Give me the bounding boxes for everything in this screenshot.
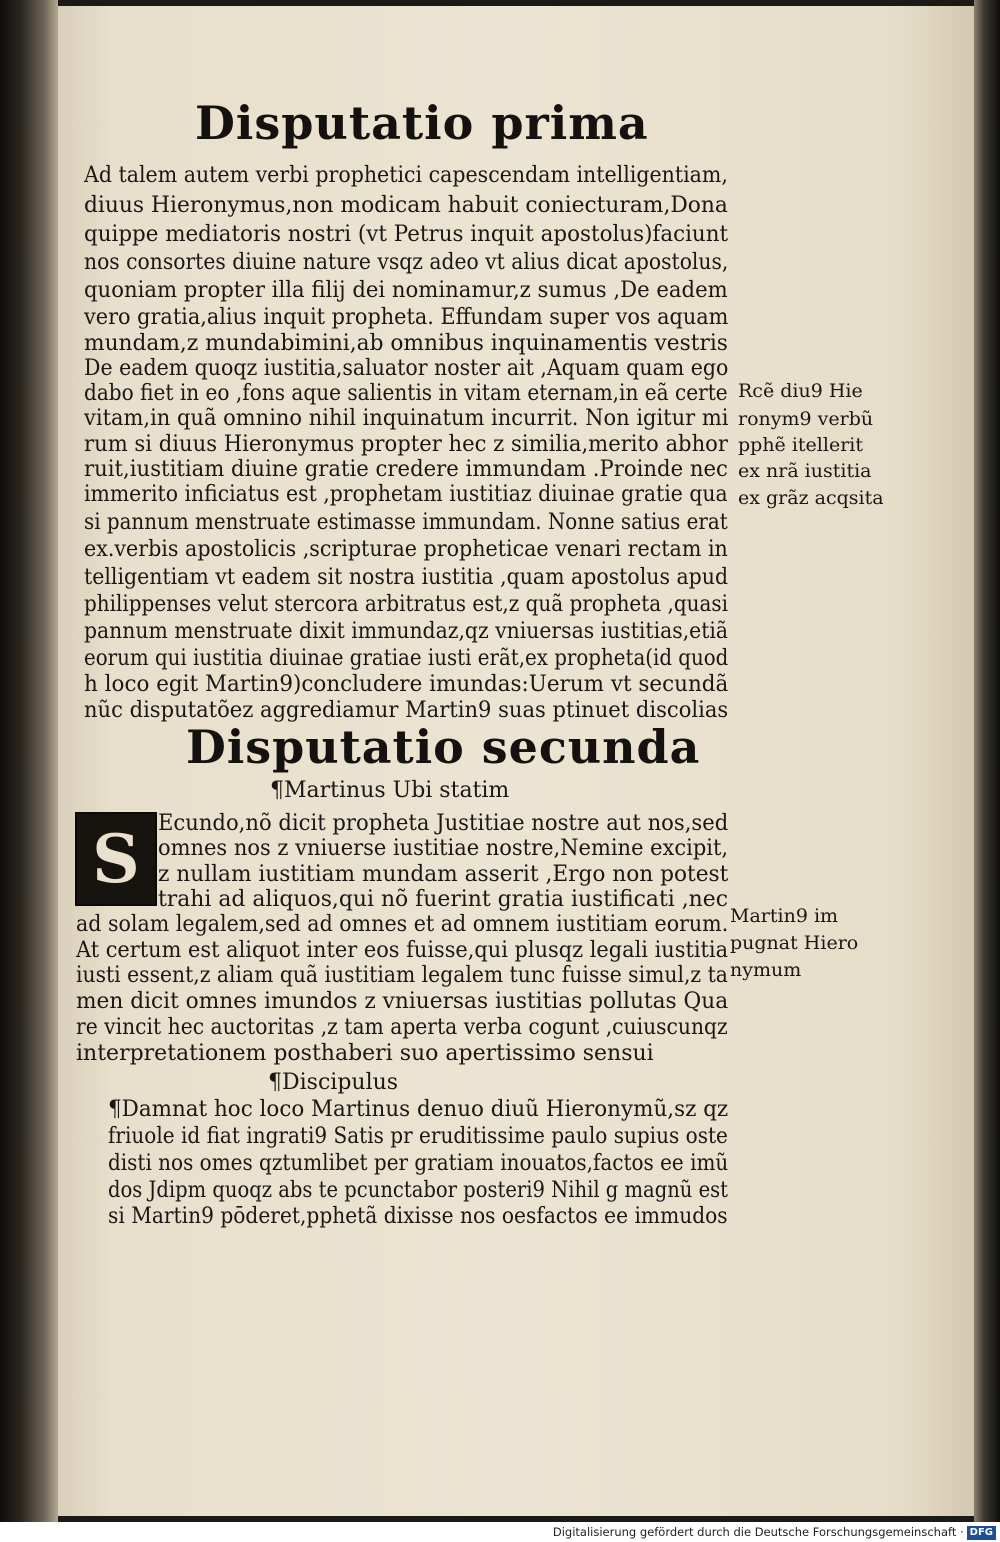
text-line: nos consortes diuine nature vsqz adeo vt alius dicat apostolus, xyxy=(84,250,729,275)
text-line: mundam,z mundabimini,ab omnibus inquinamentis vestris xyxy=(84,331,728,356)
book-gutter-shadow xyxy=(0,0,58,1522)
text-line: ruit,iustitiam diuine gratie credere immundam .Proinde nec xyxy=(84,457,728,482)
margin-line: Rcẽ diu9 Hie xyxy=(738,380,863,402)
text-line: pannum menstruate dixit immundaz,qz vniuersas iustitias,etiã xyxy=(84,619,729,644)
text-line: ex.verbis apostolicis ,scripturae propheticae venari rectam in xyxy=(84,537,728,562)
page-edge-shadow xyxy=(974,0,1000,1522)
margin-line: Martin9 im xyxy=(730,905,839,927)
text-line: philippenses velut stercora arbitratus est,z quã propheta ,quasi xyxy=(84,592,728,617)
margin-line: ex nrã iustitia xyxy=(738,460,872,482)
text-line: vitam,in quã omnino nihil inquinatum incurrit. Non igitur mi xyxy=(84,406,729,431)
decorated-initial-letter xyxy=(75,812,157,906)
margin-line: ex grãz acqsita xyxy=(738,487,884,509)
text-line: immerito inficiatus est ,prophetam iustitiaz diuinae gratie qua xyxy=(84,482,728,507)
text-line: trahi ad aliquos,qui nõ fuerint gratia iustificati ,nec xyxy=(158,887,728,912)
text-line: quippe mediatoris nostri (vt Petrus inquit apostolus)faciunt xyxy=(84,222,729,247)
text-line: si pannum menstruate estimasse immundam. Nonne satius erat xyxy=(84,510,728,535)
text-line: men dicit omnes imundos z vniuersas iustitias pollutas Qua xyxy=(76,989,729,1014)
text-line: dabo fiet in eo ,fons aque salientis in vitam eternam,in eã certe xyxy=(84,381,728,406)
text-line: ¶Damnat hoc loco Martinus denuo diuũ Hieronymũ,sz qz xyxy=(108,1097,729,1122)
digitization-credit-footer xyxy=(553,1523,996,1542)
text-line: Ecundo,nõ dicit propheta Justitiae nostre aut nos,sed xyxy=(158,811,729,836)
heading-disputatio-prima: Disputatio prima xyxy=(195,96,649,150)
text-line: re vincit hec auctoritas ,z tam aperta verba cogunt ,cuiuscunqz xyxy=(76,1015,728,1040)
text-line: quoniam propter illa filij dei nominamur,z sumus ,De eadem xyxy=(84,278,728,303)
text-line: disti nos omes qztumlibet per gratiam inouatos,factos ee imũ xyxy=(108,1151,729,1176)
margin-line: nymum xyxy=(730,959,802,981)
text-line: De eadem quoqz iustitia,saluator noster ait ,Aquam quam ego xyxy=(84,356,729,381)
heading-disputatio-secunda: Disputatio secunda xyxy=(186,720,701,774)
text-line: telligentiam vt eadem sit nostra iustitia ,quam apostolus apud xyxy=(84,565,729,590)
margin-line: ronym9 verbũ xyxy=(738,408,874,430)
footer-credit-text: Digitalisierung gefördert durch die Deutsche Forschungsgemeinschaft · xyxy=(552,1525,964,1539)
margin-line: pphẽ itellerit xyxy=(738,434,863,456)
text-line: Ad talem autem verbi prophetici capescendam intelligentiam, xyxy=(84,163,728,188)
text-line: interpretationem posthaberi suo apertissimo sensui xyxy=(76,1041,654,1066)
text-line: nũc disputatõez aggrediamur Martin9 suas ptinuet discolias xyxy=(84,698,729,723)
text-line: diuus Hieronymus,non modicam habuit coniecturam,Dona xyxy=(84,193,728,218)
rubric-discipulus: ¶Discipulus xyxy=(268,1070,399,1095)
dfg-logo: DFG xyxy=(967,1526,996,1540)
text-line: rum si diuus Hieronymus propter hec z similia,merito abhor xyxy=(84,432,728,457)
text-line: ad solam legalem,sed ad omnes et ad omnem iustitiam eorum. xyxy=(76,912,729,937)
initial-letter-glyph: S xyxy=(92,820,140,898)
text-line: friuole id fiat ingrati9 Satis pr eruditissime paulo supius oste xyxy=(108,1124,728,1149)
text-line: eorum qui iustitia diuinae gratiae iusti erãt,ex propheta(id quod xyxy=(84,646,729,671)
text-line: iusti essent,z aliam quã iustitiam legalem tunc fuisse simul,z ta xyxy=(76,963,728,988)
text-line: omnes nos z vniuerse iustitiae nostre,Nemine excipit, xyxy=(158,836,729,861)
text-line: z nullam iustitiam mundam asserit ,Ergo non potest xyxy=(158,862,729,887)
margin-line: pugnat Hiero xyxy=(730,932,859,954)
rubric-martinus: ¶Martinus Ubi statim xyxy=(270,778,510,803)
text-line: si Martin9 pōderet,pphetã dixisse nos oesfactos ee immudos xyxy=(108,1204,728,1229)
text-line: h loco egit Martin9)concludere imundas:Uerum vt secundã xyxy=(84,672,729,697)
text-line: dos Jdipm quoqz abs te pcunctabor posteri9 Nihil g magnũ est xyxy=(108,1178,729,1203)
text-line: vero gratia,alius inquit propheta. Effundam super vos aquam xyxy=(84,305,729,330)
text-line: At certum est aliquot inter eos fuisse,qui plusqz legali iustitia xyxy=(76,938,729,963)
